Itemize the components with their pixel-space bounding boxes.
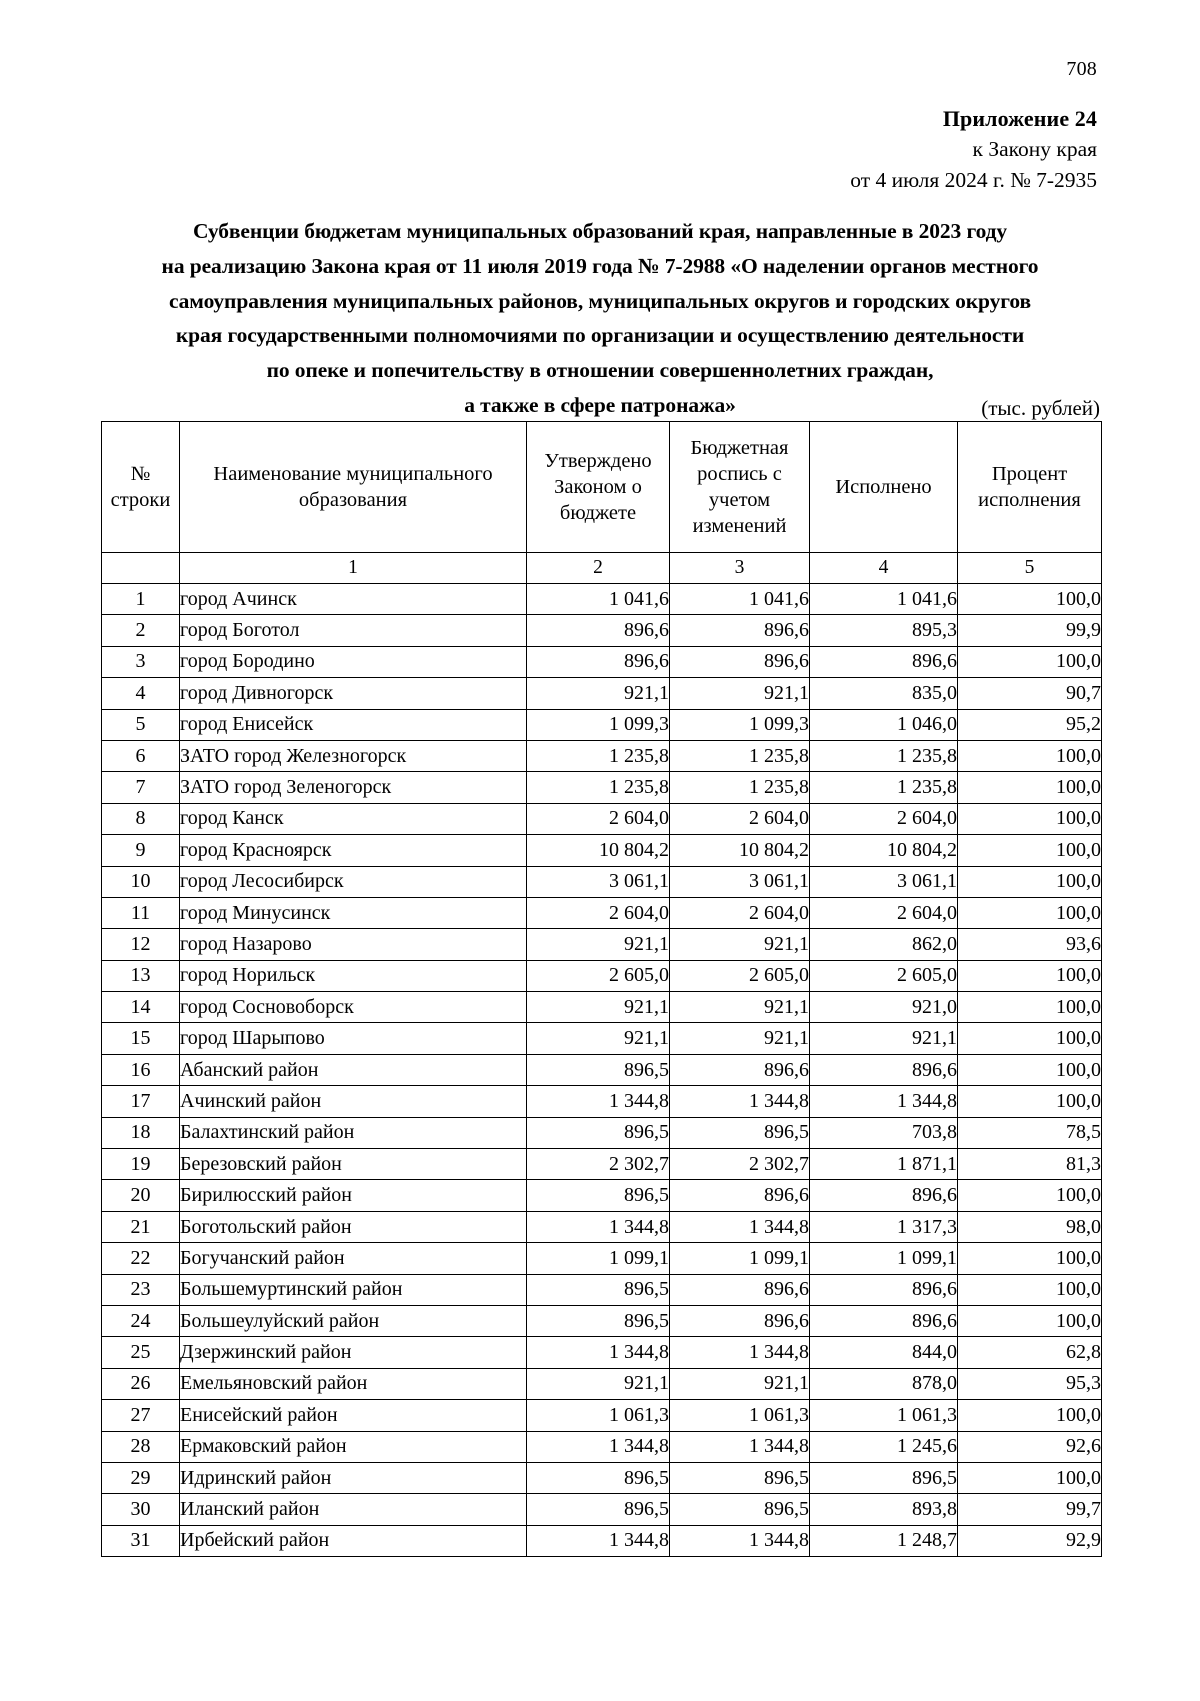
executed-amount-cell: 1 235,8 [810, 772, 958, 803]
percent-executed-cell: 99,9 [958, 615, 1102, 646]
budget-schedule-cell: 921,1 [670, 992, 810, 1023]
approved-amount-cell: 3 061,1 [527, 866, 670, 897]
approved-amount-cell: 896,5 [527, 1462, 670, 1493]
executed-amount-cell: 1 099,1 [810, 1243, 958, 1274]
column-header-approved-line3: бюджете [559, 502, 637, 525]
heading-line-5: по опеке и попечительству в отношении совершеннолетних граждан, [266, 358, 934, 383]
executed-amount-cell: 895,3 [810, 615, 958, 646]
column-header-executed: Исполнено [810, 422, 958, 553]
table-row [102, 678, 1102, 709]
approved-amount-cell: 921,1 [527, 1368, 670, 1399]
executed-amount-cell: 1 871,1 [810, 1149, 958, 1180]
executed-amount-cell: 1 046,0 [810, 709, 958, 740]
executed-amount-cell: 1 317,3 [810, 1211, 958, 1242]
budget-schedule-cell: 921,1 [670, 678, 810, 709]
budget-schedule-cell: 1 344,8 [670, 1211, 810, 1242]
percent-executed-cell: 100,0 [958, 1054, 1102, 1085]
row-number-cell: 22 [102, 1243, 180, 1274]
table-row [102, 1180, 1102, 1211]
executed-amount-cell: 1 061,3 [810, 1400, 958, 1431]
municipality-name-cell: ЗАТО город Зеленогорск [180, 772, 527, 803]
approved-amount-cell: 1 344,8 [527, 1337, 670, 1368]
executed-amount-cell: 896,5 [810, 1462, 958, 1493]
column-number-3: 3 [670, 553, 810, 584]
row-number-cell: 27 [102, 1400, 180, 1431]
row-number-cell: 8 [102, 803, 180, 834]
budget-schedule-cell: 1 235,8 [670, 740, 810, 771]
percent-executed-cell: 81,3 [958, 1149, 1102, 1180]
municipality-name-cell: Богучанский район [180, 1243, 527, 1274]
municipality-name-cell: город Минусинск [180, 897, 527, 928]
table-body [102, 584, 1102, 1557]
approved-amount-cell: 1 235,8 [527, 772, 670, 803]
column-header-municipality-name-line2: образования [298, 489, 408, 511]
budget-schedule-cell: 1 344,8 [670, 1086, 810, 1117]
approved-amount-cell: 2 605,0 [527, 960, 670, 991]
executed-amount-cell: 893,8 [810, 1494, 958, 1525]
row-number-cell: 2 [102, 615, 180, 646]
row-number-cell: 5 [102, 709, 180, 740]
approved-amount-cell: 1 344,8 [527, 1086, 670, 1117]
units-note: (тыс. рублей) [981, 396, 1100, 420]
approved-amount-cell: 2 302,7 [527, 1149, 670, 1180]
approved-amount-cell: 896,6 [527, 615, 670, 646]
percent-executed-cell: 99,7 [958, 1494, 1102, 1525]
budget-schedule-cell: 2 604,0 [670, 897, 810, 928]
municipality-name-cell: Абанский район [180, 1054, 527, 1085]
appendix-title: Приложение 24 [942, 106, 1097, 131]
executed-amount-cell: 2 604,0 [810, 803, 958, 834]
appendix-law-date-number: от 4 июля 2024 г. № 7-2935 [850, 167, 1097, 192]
column-header-approved [527, 422, 670, 553]
municipality-name-cell: Боготольский район [180, 1211, 527, 1242]
budget-schedule-cell: 1 099,3 [670, 709, 810, 740]
column-header-budget-schedule-line2: роспись с [697, 462, 782, 485]
row-number-cell: 20 [102, 1180, 180, 1211]
budget-schedule-cell: 1 235,8 [670, 772, 810, 803]
row-number-cell: 16 [102, 1054, 180, 1085]
budget-schedule-cell: 2 302,7 [670, 1149, 810, 1180]
municipality-name-cell: Большеулуйский район [180, 1305, 527, 1336]
row-number-cell: 15 [102, 1023, 180, 1054]
budget-schedule-cell: 1 041,6 [670, 584, 810, 615]
budget-schedule-cell: 2 604,0 [670, 803, 810, 834]
row-number-cell: 24 [102, 1305, 180, 1336]
approved-amount-cell: 1 344,8 [527, 1211, 670, 1242]
percent-executed-cell: 100,0 [958, 1086, 1102, 1117]
column-number-1: 1 [180, 553, 527, 584]
percent-executed-cell: 100,0 [958, 960, 1102, 991]
percent-executed-cell: 100,0 [958, 584, 1102, 615]
municipality-name-cell: город Сосновоборск [180, 992, 527, 1023]
row-number-cell: 30 [102, 1494, 180, 1525]
percent-executed-cell: 100,0 [958, 646, 1102, 677]
percent-executed-cell: 100,0 [958, 1400, 1102, 1431]
row-number-cell: 17 [102, 1086, 180, 1117]
approved-amount-cell: 921,1 [527, 992, 670, 1023]
percent-executed-cell: 100,0 [958, 1180, 1102, 1211]
municipality-name-cell: ЗАТО город Железногорск [180, 740, 527, 771]
row-number-cell: 6 [102, 740, 180, 771]
executed-amount-cell: 835,0 [810, 678, 958, 709]
document-heading [100, 214, 1100, 423]
executed-amount-cell: 896,6 [810, 646, 958, 677]
percent-executed-cell: 100,0 [958, 772, 1102, 803]
budget-schedule-cell: 896,5 [670, 1462, 810, 1493]
approved-amount-cell: 921,1 [527, 929, 670, 960]
appendix-reference-block [850, 103, 1097, 195]
table-row [102, 1117, 1102, 1148]
row-number-cell: 31 [102, 1525, 180, 1556]
budget-schedule-cell: 1 061,3 [670, 1400, 810, 1431]
municipality-name-cell: Емельяновский район [180, 1368, 527, 1399]
municipality-name-cell: Бирилюсский район [180, 1180, 527, 1211]
column-header-municipality-name-line1: Наименование муниципального [213, 462, 493, 485]
column-number-0 [102, 553, 180, 584]
column-header-percent-line2: исполнения [978, 489, 1081, 511]
municipality-name-cell: Енисейский район [180, 1400, 527, 1431]
percent-executed-cell: 100,0 [958, 897, 1102, 928]
table-row [102, 835, 1102, 866]
percent-executed-cell: 98,0 [958, 1211, 1102, 1242]
row-number-cell: 7 [102, 772, 180, 803]
executed-amount-cell: 878,0 [810, 1368, 958, 1399]
percent-executed-cell: 100,0 [958, 835, 1102, 866]
row-number-cell: 4 [102, 678, 180, 709]
column-header-row-number-line2: строки [110, 489, 171, 511]
percent-executed-cell: 100,0 [958, 992, 1102, 1023]
approved-amount-cell: 1 041,6 [527, 584, 670, 615]
table-row [102, 1525, 1102, 1556]
executed-amount-cell: 2 605,0 [810, 960, 958, 991]
budget-schedule-cell: 921,1 [670, 1023, 810, 1054]
row-number-cell: 25 [102, 1337, 180, 1368]
row-number-cell: 18 [102, 1117, 180, 1148]
executed-amount-cell: 1 245,6 [810, 1431, 958, 1462]
heading-line-1: Субвенции бюджетам муниципальных образований края, направленные в 2023 году [192, 219, 1008, 243]
executed-amount-cell: 3 061,1 [810, 866, 958, 897]
percent-executed-cell: 100,0 [958, 1462, 1102, 1493]
table-row [102, 992, 1102, 1023]
row-number-cell: 19 [102, 1149, 180, 1180]
approved-amount-cell: 896,5 [527, 1180, 670, 1211]
table-row [102, 1149, 1102, 1180]
municipality-name-cell: город Ачинск [180, 584, 527, 615]
approved-amount-cell: 1 344,8 [527, 1431, 670, 1462]
table-row [102, 615, 1102, 646]
row-number-cell: 21 [102, 1211, 180, 1242]
percent-executed-cell: 100,0 [958, 740, 1102, 771]
table-row [102, 584, 1102, 615]
heading-line-6: а также в сфере патронажа» [464, 393, 736, 418]
budget-schedule-cell: 896,5 [670, 1117, 810, 1148]
table-row [102, 709, 1102, 740]
executed-amount-cell: 844,0 [810, 1337, 958, 1368]
column-header-budget-schedule-line4: изменений [692, 515, 787, 538]
budget-schedule-cell: 10 804,2 [670, 835, 810, 866]
budget-schedule-cell: 896,6 [670, 1054, 810, 1085]
percent-executed-cell: 90,7 [958, 678, 1102, 709]
municipality-name-cell: Ермаковский район [180, 1431, 527, 1462]
percent-executed-cell: 100,0 [958, 1243, 1102, 1274]
approved-amount-cell: 921,1 [527, 1023, 670, 1054]
row-number-cell: 3 [102, 646, 180, 677]
municipality-name-cell: Балахтинский район [180, 1117, 527, 1148]
row-number-cell: 11 [102, 897, 180, 928]
municipality-name-cell: город Норильск [180, 960, 527, 991]
table-row [102, 1494, 1102, 1525]
table-row [102, 1211, 1102, 1242]
municipality-name-cell: город Енисейск [180, 709, 527, 740]
row-number-cell: 13 [102, 960, 180, 991]
table-row [102, 1337, 1102, 1368]
municipality-name-cell: город Бородино [180, 646, 527, 677]
percent-executed-cell: 100,0 [958, 1023, 1102, 1054]
executed-amount-cell: 1 235,8 [810, 740, 958, 771]
budget-schedule-cell: 1 344,8 [670, 1431, 810, 1462]
table-column-number-row [102, 553, 1102, 584]
approved-amount-cell: 1 061,3 [527, 1400, 670, 1431]
executed-amount-cell: 896,6 [810, 1180, 958, 1211]
percent-executed-cell: 62,8 [958, 1337, 1102, 1368]
municipality-name-cell: Березовский район [180, 1149, 527, 1180]
executed-amount-cell: 896,6 [810, 1054, 958, 1085]
executed-amount-cell: 1 248,7 [810, 1525, 958, 1556]
appendix-law-line: к Закону края [972, 137, 1097, 162]
row-number-cell: 12 [102, 929, 180, 960]
executed-amount-cell: 921,1 [810, 1023, 958, 1054]
table-head [102, 422, 1102, 584]
municipality-name-cell: Иланский район [180, 1494, 527, 1525]
executed-amount-cell: 703,8 [810, 1117, 958, 1148]
municipality-name-cell: город Боготол [180, 615, 527, 646]
municipality-name-cell: Дзержинский район [180, 1337, 527, 1368]
executed-amount-cell: 2 604,0 [810, 897, 958, 928]
budget-schedule-cell: 921,1 [670, 929, 810, 960]
table-row [102, 929, 1102, 960]
municipality-name-cell: Идринский район [180, 1462, 527, 1493]
percent-executed-cell: 95,2 [958, 709, 1102, 740]
table-row [102, 1305, 1102, 1336]
column-header-budget-schedule [670, 422, 810, 553]
column-header-budget-schedule-line1: Бюджетная [690, 436, 789, 459]
approved-amount-cell: 1 344,8 [527, 1525, 670, 1556]
budget-schedule-cell: 896,6 [670, 1305, 810, 1336]
heading-line-2: на реализацию Закона края от 11 июля 2019 года № 7-2988 «О наделении органов местного [161, 253, 1039, 278]
budget-schedule-cell: 1 344,8 [670, 1337, 810, 1368]
row-number-cell: 28 [102, 1431, 180, 1462]
percent-executed-cell: 78,5 [958, 1117, 1102, 1148]
executed-amount-cell: 896,6 [810, 1274, 958, 1305]
municipality-name-cell: Большемуртинский район [180, 1274, 527, 1305]
executed-amount-cell: 921,0 [810, 992, 958, 1023]
municipality-name-cell: Ирбейский район [180, 1525, 527, 1556]
table-row [102, 1400, 1102, 1431]
table-row [102, 1243, 1102, 1274]
column-number-4: 4 [810, 553, 958, 584]
approved-amount-cell: 896,5 [527, 1274, 670, 1305]
table-row [102, 646, 1102, 677]
budget-table-container [101, 421, 1101, 1557]
table-row [102, 897, 1102, 928]
percent-executed-cell: 100,0 [958, 866, 1102, 897]
executed-amount-cell: 1 041,6 [810, 584, 958, 615]
row-number-cell: 14 [102, 992, 180, 1023]
percent-executed-cell: 100,0 [958, 1274, 1102, 1305]
budget-schedule-cell: 3 061,1 [670, 866, 810, 897]
column-header-percent-line1: Процент [991, 462, 1068, 485]
budget-schedule-cell: 1 099,1 [670, 1243, 810, 1274]
approved-amount-cell: 896,5 [527, 1305, 670, 1336]
executed-amount-cell: 862,0 [810, 929, 958, 960]
row-number-cell: 10 [102, 866, 180, 897]
column-header-percent [958, 422, 1102, 553]
table-row [102, 1054, 1102, 1085]
municipality-name-cell: город Красноярск [180, 835, 527, 866]
approved-amount-cell: 1 099,3 [527, 709, 670, 740]
table-header-row [102, 422, 1102, 553]
row-number-cell: 1 [102, 584, 180, 615]
approved-amount-cell: 10 804,2 [527, 835, 670, 866]
column-header-approved-line2: Законом о [554, 475, 642, 498]
percent-executed-cell: 100,0 [958, 1305, 1102, 1336]
table-row [102, 1368, 1102, 1399]
approved-amount-cell: 921,1 [527, 678, 670, 709]
column-header-budget-schedule-line3: учетом [708, 489, 771, 511]
table-row [102, 740, 1102, 771]
approved-amount-cell: 2 604,0 [527, 803, 670, 834]
budget-schedule-cell: 896,6 [670, 1180, 810, 1211]
table-row [102, 803, 1102, 834]
executed-amount-cell: 896,6 [810, 1305, 958, 1336]
column-number-2: 2 [527, 553, 670, 584]
approved-amount-cell: 1 099,1 [527, 1243, 670, 1274]
row-number-cell: 23 [102, 1274, 180, 1305]
budget-schedule-cell: 1 344,8 [670, 1525, 810, 1556]
row-number-cell: 29 [102, 1462, 180, 1493]
percent-executed-cell: 100,0 [958, 803, 1102, 834]
budget-schedule-cell: 896,6 [670, 1274, 810, 1305]
table-row [102, 866, 1102, 897]
executed-amount-cell: 1 344,8 [810, 1086, 958, 1117]
table-row [102, 960, 1102, 991]
row-number-cell: 26 [102, 1368, 180, 1399]
percent-executed-cell: 92,6 [958, 1431, 1102, 1462]
approved-amount-cell: 896,6 [527, 646, 670, 677]
percent-executed-cell: 95,3 [958, 1368, 1102, 1399]
percent-executed-cell: 92,9 [958, 1525, 1102, 1556]
row-number-cell: 9 [102, 835, 180, 866]
budget-schedule-cell: 2 605,0 [670, 960, 810, 991]
table-row [102, 1274, 1102, 1305]
heading-line-3: самоуправления муниципальных районов, муниципальных округов и городских округов [168, 288, 1032, 313]
table-row [102, 1023, 1102, 1054]
column-header-row-number [102, 422, 180, 553]
municipality-name-cell: город Канск [180, 803, 527, 834]
budget-schedule-cell: 896,5 [670, 1494, 810, 1525]
executed-amount-cell: 10 804,2 [810, 835, 958, 866]
municipality-name-cell: город Лесосибирск [180, 866, 527, 897]
page-number: 708 [1066, 58, 1097, 80]
budget-schedule-cell: 896,6 [670, 615, 810, 646]
column-header-municipality-name [180, 422, 527, 553]
municipality-name-cell: город Дивногорск [180, 678, 527, 709]
column-header-approved-line1: Утверждено [544, 449, 652, 472]
budget-schedule-cell: 896,6 [670, 646, 810, 677]
budget-schedule-cell: 921,1 [670, 1368, 810, 1399]
column-number-5: 5 [958, 553, 1102, 584]
table-row [102, 1086, 1102, 1117]
table-row [102, 1462, 1102, 1493]
municipality-name-cell: город Назарово [180, 929, 527, 960]
table-row [102, 772, 1102, 803]
approved-amount-cell: 896,5 [527, 1054, 670, 1085]
percent-executed-cell: 93,6 [958, 929, 1102, 960]
municipality-name-cell: Ачинский район [180, 1086, 527, 1117]
table-row [102, 1431, 1102, 1462]
budget-table [101, 421, 1102, 1557]
column-header-row-number-line1: № [130, 462, 151, 485]
approved-amount-cell: 896,5 [527, 1117, 670, 1148]
approved-amount-cell: 896,5 [527, 1494, 670, 1525]
approved-amount-cell: 2 604,0 [527, 897, 670, 928]
municipality-name-cell: город Шарыпово [180, 1023, 527, 1054]
approved-amount-cell: 1 235,8 [527, 740, 670, 771]
heading-line-4: края государственными полномочиями по организации и осуществлению деятельности [175, 323, 1025, 348]
